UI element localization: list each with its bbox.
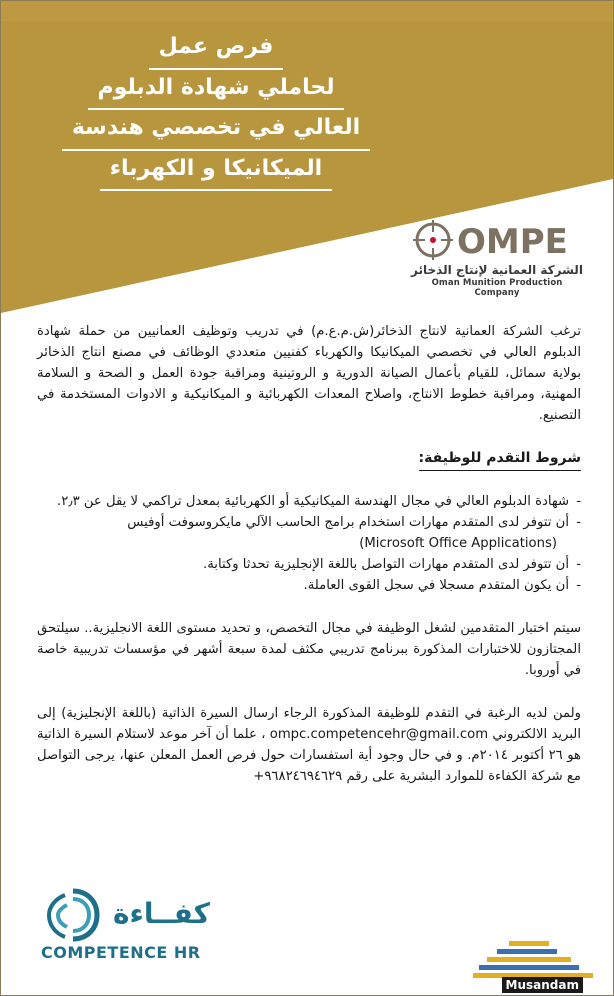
crosshair-icon — [411, 219, 583, 261]
header-title — [1, 29, 431, 191]
requirement-english-note: (Microsoft Office Applications) — [359, 536, 557, 551]
title-line: العالي في تخصصي هندسة — [1, 110, 431, 151]
title-line: الميكانيكا و الكهرباء — [1, 151, 431, 192]
musandam-label: Musandam — [502, 977, 583, 993]
requirements-section — [37, 448, 581, 596]
list-item: - شهادة الدبلوم العالي في مجال الهندسة الميكانيكية أو الكهربائية بمعدل تراكمي لا يقل عن ٢٫٣. — [37, 491, 581, 512]
email-link[interactable]: ompc.competencehr@gmail.com — [269, 727, 489, 742]
competence-hr-emblem-icon — [43, 887, 103, 943]
intro-paragraph: ترغب الشركة العمانية لانتاج الذخائر(ش.م.ع.م) في تدريب وتوظيف العمانيين من حملة شهادة الدبلوم العالي في تخصصي الميكانيكا والكهرباء كفنيين متعددي الوظائف في مصنع انتاج الذخائر بولاية سمائل، للقيام بأعمال الصيانة الدورية و الروتينية ومراقبة جودة العمل و الصحة و السلامة المهنية، ومراقبة خطوط الانتاج، واصلاح المعدات الكهربائية و الميكانيكية و الادوات المستخدمة في التصنيع. — [37, 324, 581, 423]
logo-mark-text: OMPE — [457, 222, 568, 261]
list-item: - أن يكون المتقدم مسجلا في سجل القوى العاملة. — [37, 575, 581, 596]
list-item: - أن تتوفر لدى المتقدم مهارات التواصل باللغة الإنجليزية تحدثا وكتابة. — [37, 554, 581, 575]
competence-hr-logo — [41, 887, 221, 965]
logo-english-name: Oman Munition Production Company — [431, 278, 563, 298]
musandam-watermark — [469, 937, 605, 995]
ad-body — [37, 321, 581, 809]
apply-paragraph — [37, 703, 581, 787]
ompe-logo-mark — [411, 219, 583, 261]
apply-text: ولمن لديه الرغبة في التقدم للوظيفة المذكورة الرجاء ارسال السيرة الذاتية (باللغة الإنجليزية) إلى البريد الالكتروني — [37, 706, 581, 742]
requirements-title: شروط التقدم للوظيفة: — [419, 448, 581, 471]
title-line: لحاملي شهادة الدبلوم — [1, 70, 431, 111]
requirements-list — [37, 491, 581, 596]
hr-logo-arabic: كفــاءة — [113, 897, 210, 930]
title-line: فرص عمل — [1, 29, 431, 70]
selection-paragraph: سيتم اختبار المتقدمين لشغل الوظيفة في مجال التخصص، و تحديد مستوى اللغة الانجليزية.. سيلتحق المجتازون للاختبارات المذكورة ببرنامج تدريبي مكثف لمدة سبعة أشهر في مؤسسات تدريبية خاصة في أوروبا. — [37, 621, 581, 678]
requirement-text: أن تتوفر لدى المتقدم مهارات استخدام برامج الحاسب الآلي مايكروسوفت أوفيس — [127, 515, 569, 530]
musandam-stripes-icon — [469, 937, 605, 981]
phone-number: ٩٦٨٢٤٦٩٤٦٢٩+ — [253, 769, 343, 784]
apply-text-2: ، علما أن آخر موعد لاستلام السيرة الذاتية هو ٢٦ أكتوبر ٢٠١٤م. و في حال وجود أية استفسارات حول فرص العمل المعلن عنها، يرجى التواصل مع شركة الكفاءة للموارد البشرية على رقم — [37, 727, 581, 784]
hr-logo-english: COMPETENCE HR — [41, 943, 201, 962]
ompe-logo — [411, 219, 583, 299]
list-item — [37, 512, 581, 554]
logo-arabic-name: الشركة العمانية لإنتاج الذخائر — [411, 263, 583, 277]
